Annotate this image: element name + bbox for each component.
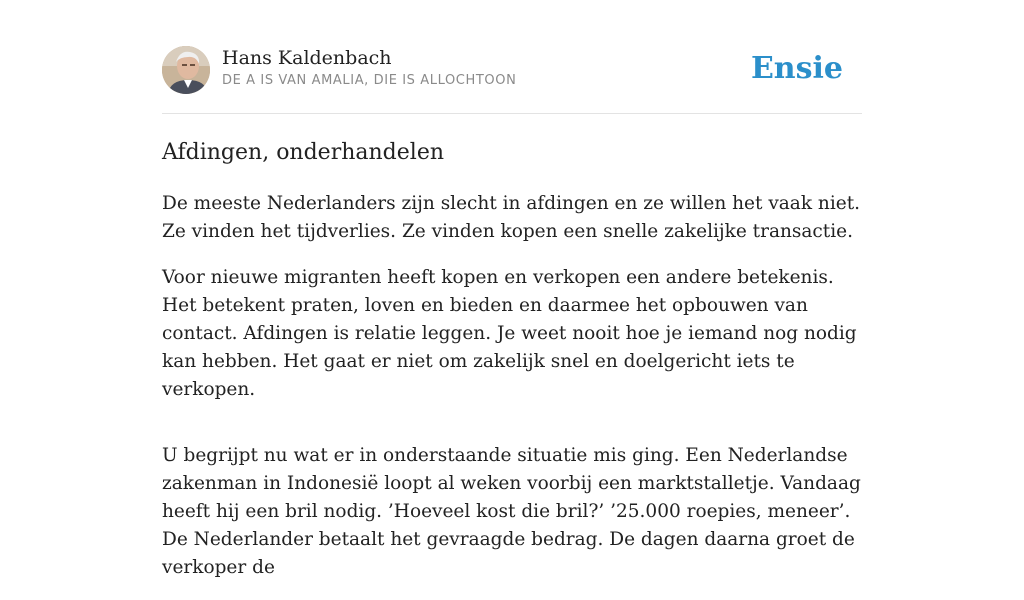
- paragraph-3: U begrijpt nu wat er in onderstaande situatie mis ging. Een Nederlandse zakenman in Indonesië loopt al weken voorbij een marktstalletje. Vandaag heeft hij een bril nodig. ’Hoeveel kost die bril?’ ’25.000 roepies, meneer’. De Nederlander betaalt het gevraagde bedrag. De dagen daarna groet de verkoper de: [162, 445, 861, 578]
- article-page: [162, 0, 862, 578]
- author-name[interactable]: Hans Kaldenbach: [222, 47, 392, 69]
- author-block: [222, 45, 516, 90]
- author-subtitle[interactable]: DE A IS VAN AMALIA, DIE IS ALLOCHTOON: [222, 73, 517, 88]
- article-title: Afdingen, onderhandelen: [162, 140, 445, 165]
- author-portrait-icon[interactable]: [162, 46, 210, 94]
- paragraph-1: De meeste Nederlanders zijn slecht in afdingen en ze willen het vaak niet. Ze vinden het tijdverlies. Ze vinden kopen een snelle zakelijke transactie.: [162, 193, 861, 242]
- ensie-logo[interactable]: Ensie: [750, 51, 843, 86]
- article-body: [162, 190, 862, 600]
- page-header: [162, 0, 862, 114]
- paragraph-2: Voor nieuwe migranten heeft kopen en verkopen een andere betekenis. Het betekent praten, loven en bieden en daarmee het opbouwen van contact. Afdingen is relatie leggen. Je weet nooit hoe je iemand nog nodig kan hebben. Het gaat er niet om zakelijk snel en doelgericht iets te verkopen.: [162, 267, 857, 400]
